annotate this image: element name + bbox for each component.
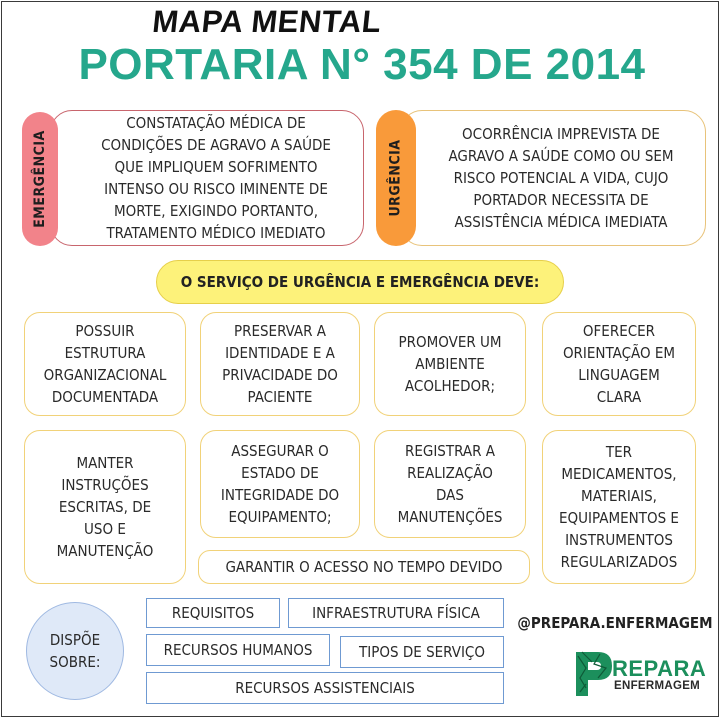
text-line: REGISTRAR A	[404, 442, 495, 460]
logo-p-icon	[572, 648, 616, 700]
text-line: INTENSO OU RISCO IMINENTE DE	[104, 180, 328, 198]
urgencia-label-pill	[376, 110, 416, 246]
logo-subtitle: ENFERMAGEM	[614, 680, 701, 692]
text-line: ASSEGURAR O	[231, 442, 329, 460]
emergencia-label-pill	[22, 112, 58, 246]
text-line: REGULARIZADOS	[560, 553, 678, 571]
text-line: ORIENTAÇÃO EM	[562, 344, 676, 362]
logo-wordmark: REPARA	[612, 656, 707, 681]
text-line: DAS	[436, 486, 464, 504]
text-line: PRIVACIDADE DO	[222, 366, 338, 384]
text-line: CLARA	[596, 388, 642, 406]
text-line: TRATAMENTO MÉDICO IMEDIATO	[106, 224, 326, 242]
duty-card	[24, 312, 186, 416]
text-line: SOBRE:	[49, 653, 101, 671]
text-line: AMBIENTE	[415, 355, 485, 373]
duty-card	[542, 430, 696, 584]
social-handle: @PREPARA.ENFERMAGEM	[517, 614, 713, 632]
text-line: EQUIPAMENTOS E	[559, 509, 679, 527]
duty-card	[200, 312, 360, 416]
text-line: INTEGRIDADE DO	[220, 486, 340, 504]
text-line: MORTE, EXIGINDO PORTANTO,	[113, 202, 319, 220]
urgencia-definition-box	[400, 110, 706, 246]
text-line: ACOLHEDOR;	[404, 377, 496, 395]
page-title: PORTARIA N° 354 DE 2014	[78, 40, 646, 89]
text-line: ESCRITAS, DE	[58, 498, 152, 516]
page-frame	[1, 1, 719, 717]
text-line: ASSISTÊNCIA MÉDICA IMEDIATA	[454, 213, 668, 231]
text-line: USO E	[84, 520, 126, 538]
text-line: POSSUIR	[75, 322, 135, 340]
text-line: IDENTIDADE E A	[225, 344, 335, 362]
emergencia-definition-text	[101, 112, 331, 244]
topic-tag: TIPOS DE SERVIÇO	[340, 636, 504, 668]
text-line: AGRAVO A SAÚDE COMO OU SEM	[448, 147, 674, 165]
section-banner: O SERVIÇO DE URGÊNCIA E EMERGÊNCIA DEVE:	[156, 260, 564, 304]
text-line: PRESERVAR A	[233, 322, 327, 340]
topic-tag: INFRAESTRUTURA FÍSICA	[288, 598, 504, 628]
emergencia-definition-box	[50, 110, 364, 246]
text-line: QUE IMPLIQUEM SOFRIMENTO	[114, 158, 318, 176]
text-line: ESTRUTURA	[64, 344, 146, 362]
text-line: PROMOVER UM	[398, 333, 502, 351]
duty-card	[374, 430, 526, 538]
text-line: INSTRUMENTOS	[565, 531, 673, 549]
text-line: EQUIPAMENTO;	[228, 508, 332, 526]
text-line: DOCUMENTADA	[51, 388, 159, 406]
text-line: ORGANIZACIONAL	[43, 366, 167, 384]
text-line: RISCO POTENCIAL A VIDA, CUJO	[453, 169, 669, 187]
emergencia-label: EMERGÊNCIA	[32, 130, 49, 228]
topic-tag: RECURSOS HUMANOS	[146, 634, 330, 666]
text-line: ESTADO DE	[241, 464, 319, 482]
kicker-heading: MAPA MENTAL	[150, 4, 384, 39]
brand-logo	[570, 648, 720, 700]
text-line: TER	[605, 443, 633, 461]
text-line: MEDICAMENTOS,	[561, 465, 677, 483]
guarantee-card: GARANTIR O ACESSO NO TEMPO DEVIDO	[198, 550, 530, 584]
text-line: INSTRUÇÕES	[61, 476, 149, 494]
text-line: CONDIÇÕES DE AGRAVO A SAÚDE	[101, 136, 331, 154]
duty-card	[200, 430, 360, 538]
text-line: OFERECER	[582, 322, 656, 340]
duty-card	[374, 312, 526, 416]
text-line: MANTER	[76, 454, 134, 472]
dispoe-circle	[26, 602, 124, 700]
urgencia-label: URGÊNCIA	[388, 139, 404, 217]
text-line: PACIENTE	[247, 388, 313, 406]
text-line: MATERIAIS,	[581, 487, 657, 505]
text-line: DISPÕE	[49, 631, 101, 649]
urgencia-definition-text	[448, 123, 673, 233]
topic-tag: RECURSOS ASSISTENCIAIS	[146, 672, 504, 704]
text-line: REALIZAÇÃO	[407, 464, 493, 482]
text-line: MANUTENÇÃO	[56, 542, 154, 560]
topic-tag: REQUISITOS	[146, 598, 280, 628]
text-line: LINGUAGEM	[578, 366, 660, 384]
text-line: OCORRÊNCIA IMPREVISTA DE	[462, 125, 660, 143]
text-line: CONSTATAÇÃO MÉDICA DE	[126, 114, 306, 132]
duty-card	[24, 430, 186, 584]
duty-card	[542, 312, 696, 416]
text-line: PORTADOR NECESSITA DE	[473, 191, 649, 209]
text-line: MANUTENÇÕES	[397, 508, 503, 526]
